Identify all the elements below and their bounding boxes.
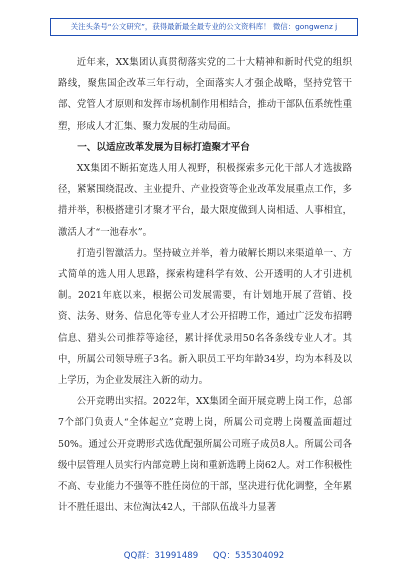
paragraph-open-competition: 公开竞聘出实招。2022年，XX集团全面开展竞聘上岗工作，总部7个部门负责人“全体起立”竞聘上岗，所属公司竞聘上岗覆盖面超过50%。通过公开竞聘形式选优配强所属公司班子成员8人。所属公司各级中层管理人员实行内部竞聘上岗和重新选聘上岗62人。对工作积极性不高、专业能力不强等不胜任岗位的干部，坚决进行优化调整，全年累计不胜任退出、末位淘汰42人，干部队伍战斗力显著 bbox=[58, 396, 352, 514]
section-heading: 一、以适应改革发展为目标打造聚才平台 bbox=[77, 141, 250, 153]
qq-text: QQ：535304092 bbox=[212, 551, 285, 561]
promo-banner: 关注头条号“公文研究”，获得最新最全最专业的公文资料库！ 微信：gongwenz j bbox=[50, 18, 358, 36]
document-body bbox=[58, 52, 352, 518]
qq-group-text: QQ群：31991489 bbox=[123, 551, 199, 561]
intro-paragraph: 近年来，XX集团认真贯彻落实党的二十大精神和新时代党的组织路线，聚焦国企改革三年行动，全面落实人才强企战略，坚持党管干部、党管人才原则和发挥市场机制作用相结合，推动干部队伍系统性重塑，形成人才汇集、聚力发展的生动局面。 bbox=[58, 57, 352, 132]
paragraph-talent-platform: XX集团不断拓宽选人用人视野，积极探索多元化干部人才选拔路径，紧紧围绕混改、主业提升、产业投资等企业改革发展重点工作，多措并举，积极搭建引才聚才平台，最大限度做到人岗相适、人事相宜，激活人才“一池春水”。 bbox=[58, 163, 352, 238]
paragraph-talent-introduction: 打造引智激活力。坚持破立并举，着力破解长期以来渠道单一、方式简单的选人用人思路，探索构建科学有效、公开透明的人才引进机制。2021年底以来，根据公司发展需要，有计划地开展了营销、投资、法务、财务、信息化等专业人才公开招聘工作，通过广泛发布招聘信息、猎头公司推荐等途径，累计择优录用50名各条线专业人才。其中，所属公司领导班子3名。新入职员工平均年龄34岁，均为本科及以上学历，为企业发展注入新的动力。 bbox=[58, 247, 352, 387]
contact-footer bbox=[0, 549, 408, 561]
